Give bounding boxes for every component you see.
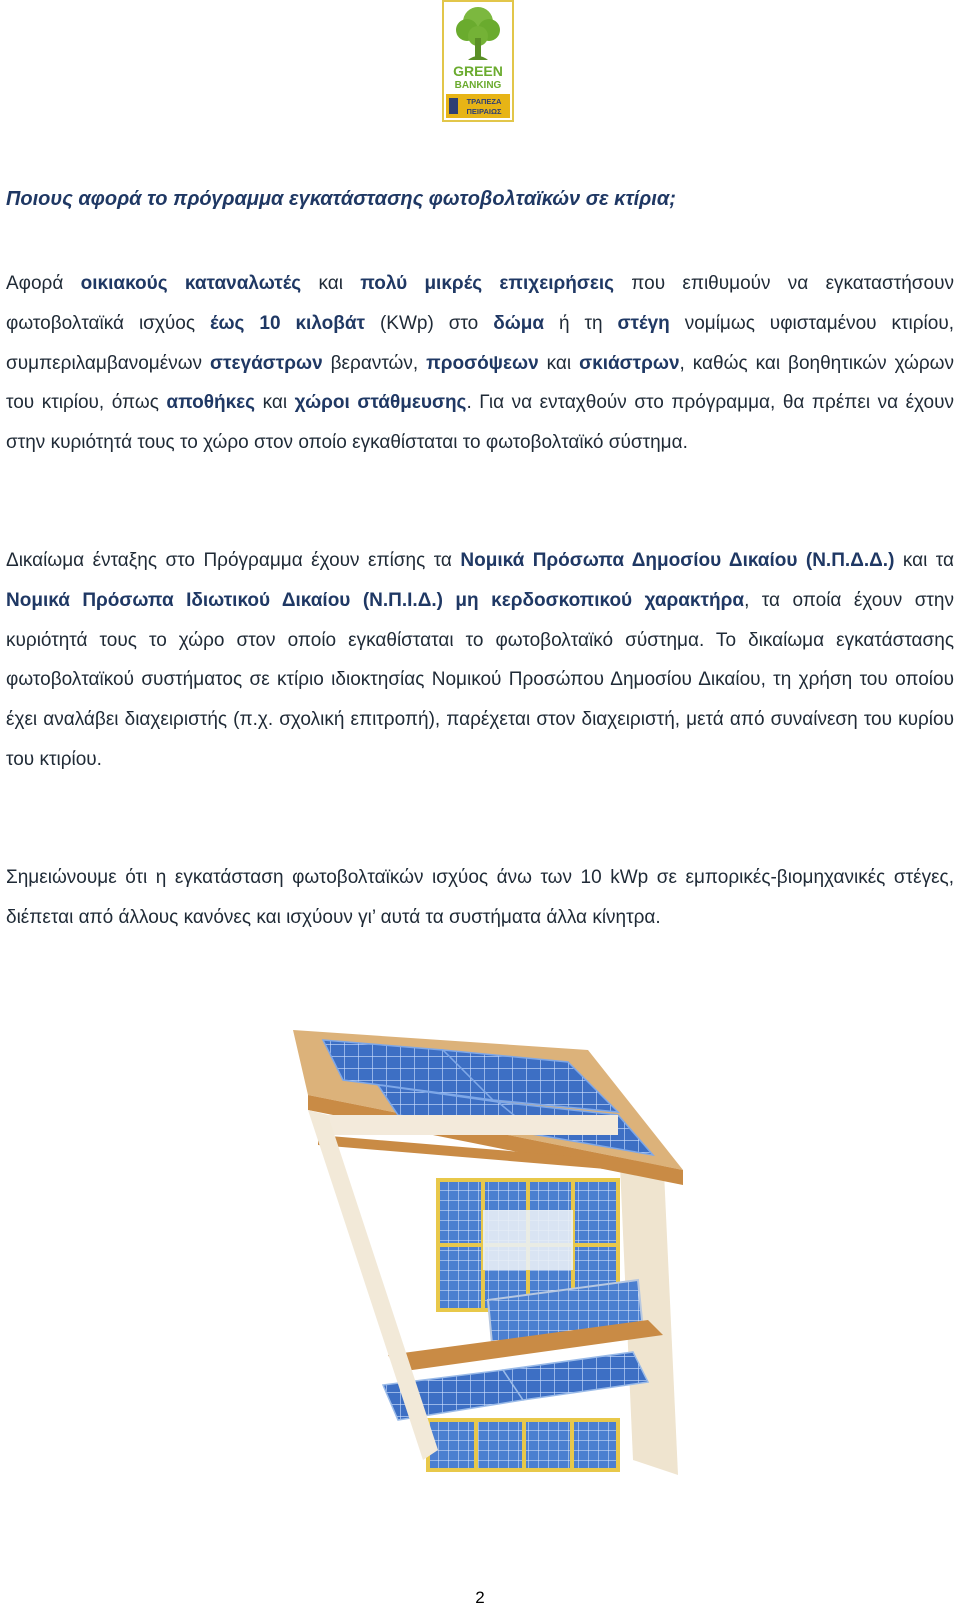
paragraph-legal-entities — [6, 541, 954, 780]
bold-span: χώροι στάθμευσης — [294, 392, 467, 414]
text-span: . Για να ενταχθούν στο πρόγραμμα, θα πρέπει να έχουν στην κυριότητά τους το χώρο στον οποίο εγκαθίσταται το φωτοβολταϊκό σύστημα. — [6, 392, 955, 454]
green-banking-logo — [442, 0, 514, 122]
bold-span: Νομικά Πρόσωπα Δημοσίου Δικαίου (Ν.Π.Δ.Δ.) — [460, 550, 895, 571]
text-span: νομίμως υφισταμένου κτιρίου, συμπεριλαμβανομένων — [6, 312, 954, 374]
bold-span: στεγάστρων — [210, 352, 323, 374]
bold-span: οικιακούς καταναλωτές — [80, 273, 302, 294]
text-span: , τα οποία έχουν στην κυριότητά τους το χώρο στον οποίο εγκαθίσταται το φωτοβολταϊκό σύστημα. Το δικαίωμα εγκατάστασης φωτοβολταϊκού συστήματος σε κτίριο ιδιοκτησίας Νομικού Προσώπου Δημοσίου Δικαίου, τη χρήση του οποίου έχει αναλάβει διαχειριστής (π.χ. σχολική επιτροπή), παρέχεται στον διαχειριστή, μετά από συναίνεση του κυρίου του κτιρίου. — [6, 589, 955, 770]
text-span: βεραντών, — [322, 352, 427, 374]
text-span: και τα — [894, 550, 955, 571]
section-heading: Ποιους αφορά το πρόγραμμα εγκατάστασης φωτοβολταϊκών σε κτίρια; — [6, 188, 676, 210]
text-span: και — [255, 392, 295, 414]
logo-bank-line2: ΠΕΙΡΑΙΩΣ — [466, 107, 502, 116]
bold-span: δώμα — [493, 312, 545, 334]
bold-span: σκιάστρων — [579, 352, 680, 374]
text-span: (KWp) στο — [365, 312, 494, 334]
text-span: ή τη — [544, 312, 618, 334]
bold-span: αποθήκες — [166, 392, 256, 414]
logo-bank-line1: ΤΡΑΠΕΖΑ — [466, 97, 502, 106]
text-span: , καθώς και βοηθητικών χώρων του κτιρίου, όπως — [6, 352, 955, 414]
text-span: και — [538, 352, 580, 374]
bold-span: στέγη — [617, 312, 670, 334]
paragraph-note: Σημειώνουμε ότι η εγκατάσταση φωτοβολταϊκών ισχύος άνω των 10 kWp σε εμπορικές-βιομηχανικές στέγες, διέπεται από άλλους κανόνες και ισχύουν γι’ αυτά τα συστήματα άλλα κίνητρα. — [6, 867, 954, 928]
solar-building-illustration — [288, 1020, 688, 1480]
page-number: 2 — [475, 1588, 485, 1607]
paragraph-eligibility — [6, 264, 954, 463]
text-span: Αφορά — [6, 273, 81, 294]
bold-span: προσόψεων — [426, 352, 539, 374]
text-span: που επιθυμούν να εγκαταστήσουν φωτοβολταϊκά ισχύος — [6, 273, 954, 334]
bold-span: έως 10 κιλοβάτ — [209, 312, 366, 334]
logo-banking-text: BANKING — [454, 80, 502, 91]
logo-green-text: GREEN — [453, 63, 503, 79]
bold-span: πολύ μικρές επιχειρήσεις — [360, 273, 615, 294]
text-span: Δικαίωμα ένταξης στο Πρόγραμμα έχουν επίσης τα — [6, 550, 461, 571]
bold-span: Νομικά Πρόσωπα Ιδιωτικού Δικαίου (Ν.Π.Ι.Δ.) μη κερδοσκοπικού χαρακτήρα — [6, 589, 745, 611]
text-span: και — [301, 273, 361, 294]
